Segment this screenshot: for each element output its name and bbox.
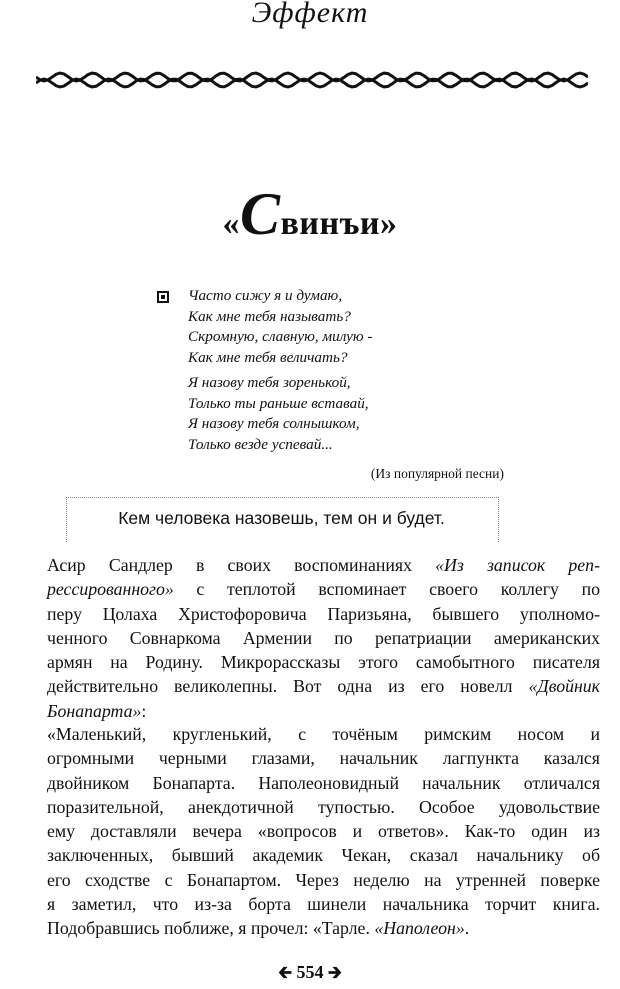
text-segment: я заметил, что из-за борта шинели начальника торчит книга. bbox=[47, 894, 600, 915]
pull-quote: Кем человека назовешь, тем он и будет. bbox=[118, 508, 445, 528]
prev-arrow-icon: 🡰 bbox=[278, 963, 292, 983]
poem-line: Как мне тебя величать? bbox=[188, 348, 348, 366]
text-line bbox=[47, 746, 600, 770]
epigraph-stanza-2 bbox=[188, 373, 369, 455]
text-segment: Подобравшись поближе, я прочел: «Тарле. bbox=[47, 918, 375, 939]
text-segment: перу Цолаха Христофоровича Паризьяна, бывшего уполномо- bbox=[47, 603, 600, 624]
text-segment: армян на Родину. Микрорассказы этого самобытного писателя bbox=[47, 652, 600, 673]
chapter-title-initial: С bbox=[240, 181, 281, 247]
page-number: 554 bbox=[296, 962, 324, 982]
paragraph-2 bbox=[47, 722, 600, 941]
text-segment: Асир Сандлер в своих воспоминаниях bbox=[47, 555, 436, 575]
text-segment: ему доставляли вечера «вопросов и ответов». Как-то один из bbox=[47, 821, 600, 842]
poem-line: Часто сижу я и думаю, bbox=[188, 287, 343, 304]
chapter-title bbox=[0, 181, 620, 247]
paragraph-1 bbox=[47, 553, 600, 723]
text-segment: . bbox=[464, 918, 470, 939]
text-segment: Бонапарта» bbox=[47, 700, 142, 721]
chapter-title-open-quote: « bbox=[222, 205, 240, 242]
text-line bbox=[47, 699, 600, 723]
text-line bbox=[47, 553, 600, 577]
text-line bbox=[47, 771, 600, 795]
text-segment: : bbox=[141, 700, 147, 721]
poem-line: Я назову тебя зоренькой, bbox=[188, 374, 351, 391]
text-line bbox=[47, 577, 600, 601]
text-line bbox=[47, 843, 600, 867]
running-header: Эффект bbox=[251, 0, 369, 29]
text-segment: «Двойник bbox=[528, 676, 600, 697]
text-segment: заключенных, бывший академик Чекан, сказал начальнику об bbox=[47, 845, 600, 866]
text-segment: огромными черными глазами, начальник лагпункта казался bbox=[47, 748, 600, 769]
text-line bbox=[47, 795, 600, 819]
text-line bbox=[47, 892, 600, 916]
text-segment: ченного Совнаркома Армении по репатриации американских bbox=[47, 627, 600, 648]
text-segment: «Из записок реп- bbox=[435, 555, 600, 575]
chapter-title-close-quote: » bbox=[379, 205, 398, 242]
text-segment: с теплотой вспоминает своего коллегу по bbox=[173, 579, 600, 600]
poem-line: Только ты раньше вставай, bbox=[188, 394, 369, 412]
chapter-title-rest: винъи bbox=[280, 205, 380, 242]
text-segment: поразительной, анекдотичной тупостью. Особое удовольствие bbox=[47, 796, 600, 817]
poem-line: Только везде успевай... bbox=[188, 435, 333, 453]
poem-line: Как мне тебя называть? bbox=[188, 307, 351, 325]
text-line bbox=[47, 868, 600, 892]
epigraph-attribution: (Из популярной песни) bbox=[370, 466, 504, 481]
text-segment: «Наполеон» bbox=[374, 918, 465, 939]
text-line bbox=[47, 722, 600, 746]
poem-line: Я назову тебя солнышком, bbox=[188, 415, 360, 432]
text-line bbox=[47, 819, 600, 843]
text-segment: его сходстве с Бонапартом. Через неделю на утренней поверке bbox=[47, 869, 600, 890]
text-segment: действительно великолепны. Вот одна из его новелл bbox=[47, 676, 529, 697]
next-arrow-icon: 🡲 bbox=[328, 963, 342, 983]
text-line bbox=[47, 626, 600, 650]
text-line bbox=[47, 674, 600, 698]
poem-line: Скромную, славную, милую - bbox=[188, 328, 373, 345]
text-line bbox=[47, 916, 600, 940]
wavy-divider bbox=[36, 62, 588, 98]
text-segment: «Маленький, кругленький, с точёным римским носом и bbox=[47, 724, 600, 744]
square-bullet-icon bbox=[157, 291, 169, 303]
text-line bbox=[47, 602, 600, 626]
epigraph-stanza-1 bbox=[188, 286, 372, 368]
text-line bbox=[47, 650, 600, 674]
text-segment: рессированного» bbox=[47, 579, 174, 600]
text-segment: двойником Бонапарта. Наполеоновидный начальник отличался bbox=[47, 772, 600, 793]
